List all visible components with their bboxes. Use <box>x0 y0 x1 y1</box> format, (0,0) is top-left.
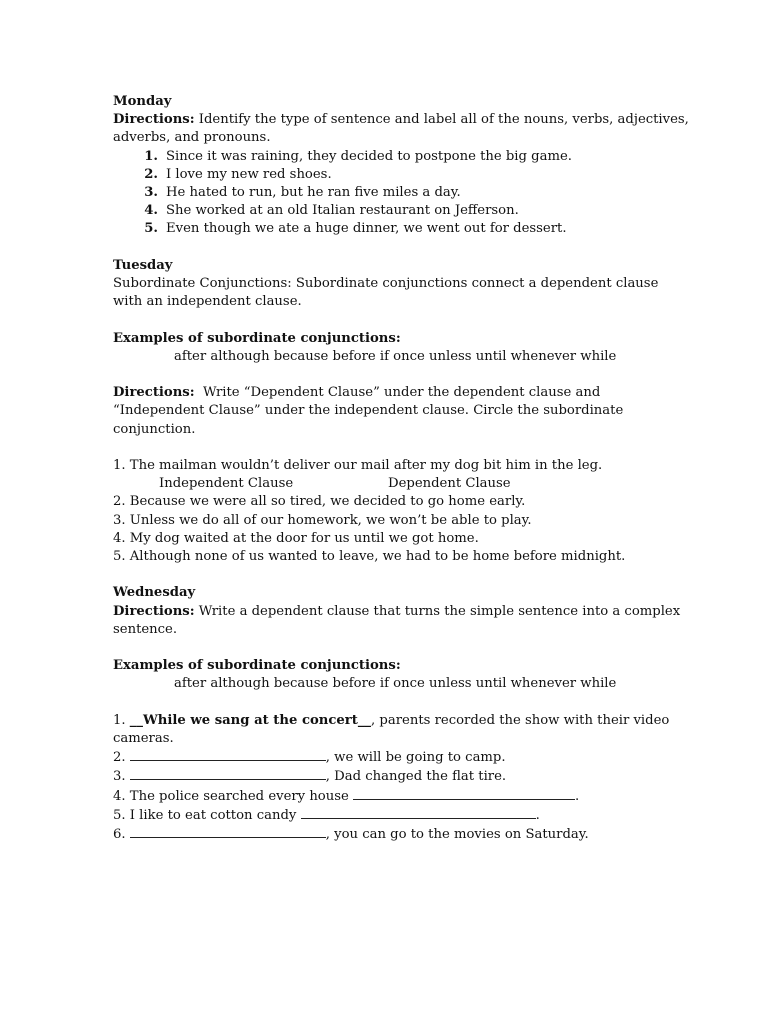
tuesday-directions-label: Directions: <box>113 385 195 401</box>
item-number: 3. <box>144 185 158 201</box>
item-text: , we will be going to camp. <box>325 750 506 766</box>
tuesday-item-3: 3. Unless we do all of our homework, we won’t be able to play. <box>113 512 532 528</box>
answer-blank[interactable] <box>353 787 575 800</box>
item-number: 1. <box>113 712 130 728</box>
monday-directions-line2: adverbs, and pronouns. <box>113 130 271 146</box>
wednesday-directions <box>113 603 681 621</box>
item-text: , Dad changed the flat tire. <box>325 769 507 785</box>
tuesday-item-2: 2. Because we were all so tired, we decided to go home early. <box>113 494 526 510</box>
item-end: . <box>535 807 540 823</box>
answer-blank[interactable] <box>130 748 326 761</box>
monday-directions-text: Identify the type of sentence and label all of the nouns, verbs, adjectives, <box>194 112 689 128</box>
item-number: 1. <box>144 148 158 164</box>
wednesday-item-3 <box>113 767 673 786</box>
item-text: , you can go to the movies on Saturday. <box>325 827 589 842</box>
item-text: , parents recorded the show with their video <box>371 712 670 728</box>
list-item <box>113 202 673 220</box>
tuesday-item-4: 4. My dog waited at the door for us until we got home. <box>113 530 479 546</box>
wednesday-conjunction-list: after although because before if once unless until whenever while <box>174 676 617 692</box>
tuesday-item-1: 1. The mailman wouldn’t deliver our mail after my dog bit him in the leg. <box>113 458 603 473</box>
list-item <box>113 220 673 238</box>
item-number: 4. <box>144 203 158 219</box>
tuesday-directions-line2: “Independent Clause” under the independent clause. Circle the subordinate <box>113 403 624 419</box>
worksheet-content <box>113 93 689 844</box>
wednesday-directions-line2: sentence. <box>113 621 178 637</box>
wednesday-directions-text: Write a dependent clause that turns the simple sentence into a complex <box>194 603 681 619</box>
wednesday-item-2 <box>113 748 673 767</box>
answer-blank[interactable] <box>130 825 326 838</box>
tuesday-intro-line2: with an independent clause. <box>113 294 302 310</box>
dependent-clause-label: Dependent Clause <box>388 476 511 492</box>
independent-clause-label: Independent Clause <box>159 476 294 492</box>
wednesday-heading: Wednesday <box>113 585 196 601</box>
item-number: 2. <box>113 750 130 766</box>
monday-directions <box>113 111 689 129</box>
item-text: He hated to run, but he ran five miles a day. <box>166 185 461 201</box>
wednesday-directions-label: Directions: <box>113 603 195 619</box>
wednesday-item-1 <box>113 712 673 730</box>
list-item <box>113 148 673 166</box>
monday-heading: Monday <box>113 94 172 109</box>
list-item <box>113 184 673 202</box>
answer-blank[interactable] <box>130 767 326 780</box>
tuesday-directions-line3: conjunction. <box>113 421 196 437</box>
list-item <box>113 166 673 184</box>
clause-labels <box>113 475 673 493</box>
tuesday-conjunction-list: after although because before if once unless until whenever while <box>174 348 617 364</box>
wednesday-examples-label: Examples of subordinate conjunctions: <box>113 658 401 674</box>
example-answer: __While we sang at the concert__ <box>129 712 372 728</box>
wednesday-item-1-line2: cameras. <box>113 730 174 746</box>
tuesday-intro-line1: Subordinate Conjunctions: Subordinate conjunctions connect a dependent clause <box>113 276 659 292</box>
item-number: 5. <box>144 221 158 237</box>
item-text: 4. The police searched every house <box>113 788 354 804</box>
tuesday-directions <box>113 384 673 402</box>
item-text: 5. I like to eat cotton candy <box>113 807 301 823</box>
item-text: I love my new red shoes. <box>166 166 332 182</box>
item-text: Even though we ate a huge dinner, we went out for dessert. <box>166 221 567 237</box>
wednesday-item-4 <box>113 787 673 806</box>
item-text: She worked at an old Italian restaurant on Jefferson. <box>166 203 519 219</box>
monday-sentence-list <box>113 148 673 239</box>
item-number: 3. <box>113 769 130 785</box>
tuesday-directions-text: Write “Dependent Clause” under the dependent clause and <box>194 385 601 401</box>
item-text: Since it was raining, they decided to postpone the big game. <box>166 148 572 164</box>
item-number: 2. <box>144 166 158 182</box>
answer-blank[interactable] <box>301 806 536 819</box>
tuesday-examples-label: Examples of subordinate conjunctions: <box>113 330 401 346</box>
wednesday-item-5 <box>113 806 673 825</box>
item-number: 6. <box>113 827 130 842</box>
monday-directions-label: Directions: <box>113 112 195 128</box>
tuesday-heading: Tuesday <box>113 257 173 273</box>
tuesday-item-5: 5. Although none of us wanted to leave, we had to be home before midnight. <box>113 549 626 564</box>
wednesday-item-6 <box>113 825 673 844</box>
item-end: . <box>575 788 580 804</box>
